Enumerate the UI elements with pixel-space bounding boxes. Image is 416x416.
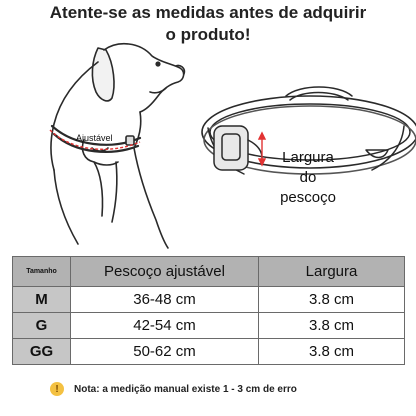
collar-width-label-line-3: pescoço — [280, 189, 336, 206]
table-row — [13, 313, 405, 339]
size-cell: G — [13, 313, 71, 339]
adjustable-label: Ajustável — [76, 133, 113, 143]
warning-icon: ! — [50, 382, 64, 396]
header-width: Largura — [259, 257, 405, 287]
width-cell: 3.8 cm — [259, 287, 405, 313]
collar-width-label — [266, 148, 350, 208]
collar-width-label-line-2: do — [299, 169, 317, 186]
table-header-row — [13, 257, 405, 287]
measurement-note — [52, 381, 297, 397]
width-cell: 3.8 cm — [259, 313, 405, 339]
table-row — [13, 287, 405, 313]
header-neck: Pescoço ajustável — [71, 257, 259, 287]
dog-sketch-icon — [51, 44, 184, 248]
title-line-2: o produto! — [165, 25, 251, 44]
note-text: Nota: a medição manual existe 1 - 3 cm de erro — [74, 383, 297, 395]
neck-cell: 36-48 cm — [71, 287, 259, 313]
collar-width-label-line-1: Largura — [282, 149, 334, 166]
title-line-1: Atente-se as medidas antes de adquirir — [49, 3, 367, 22]
size-cell: M — [13, 287, 71, 313]
width-cell: 3.8 cm — [259, 339, 405, 365]
size-cell: GG — [13, 339, 71, 365]
neck-cell: 42-54 cm — [71, 313, 259, 339]
table-row — [13, 339, 405, 365]
neck-cell: 50-62 cm — [71, 339, 259, 365]
size-table — [12, 256, 405, 365]
header-size: Tamanho — [13, 257, 71, 287]
